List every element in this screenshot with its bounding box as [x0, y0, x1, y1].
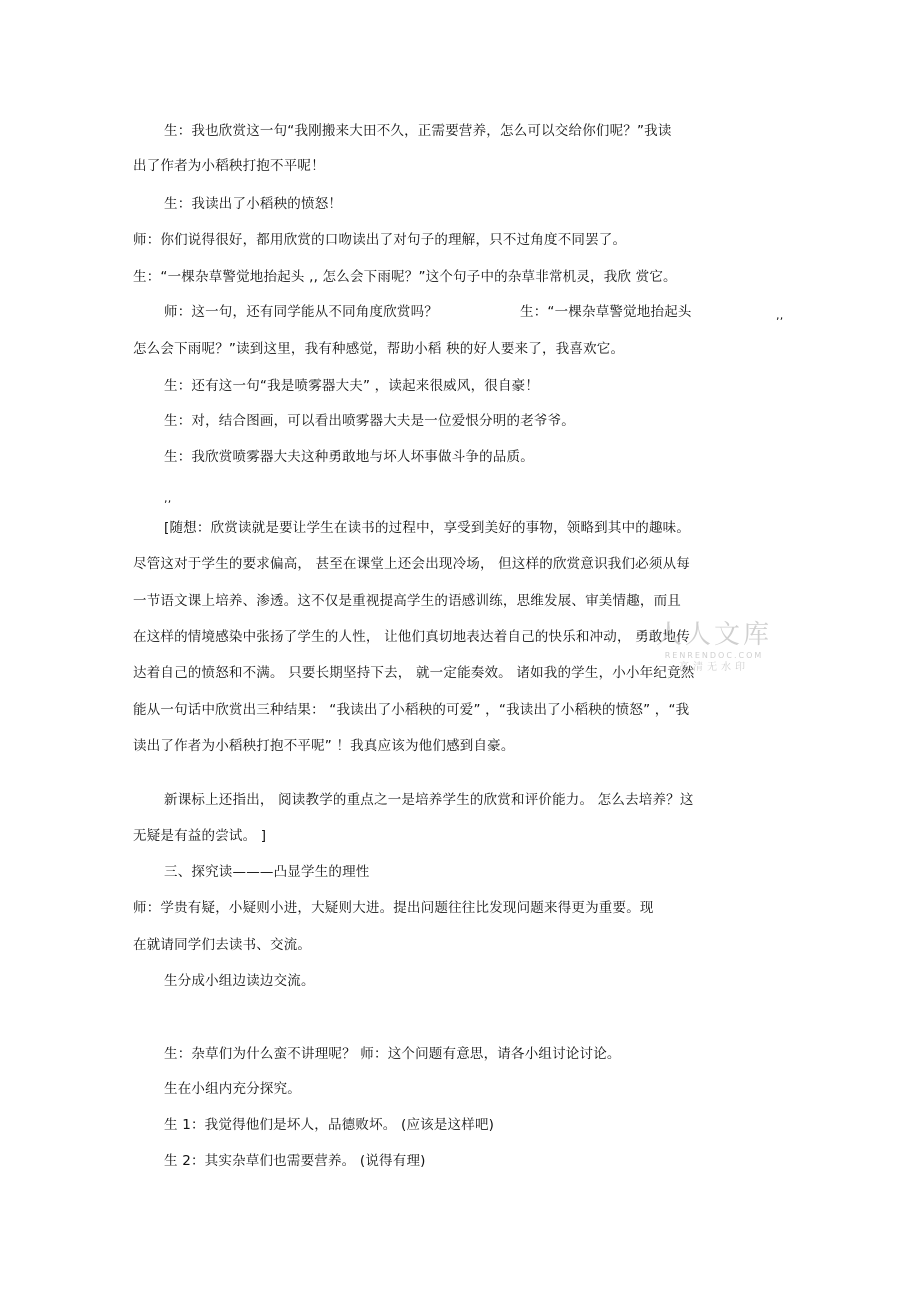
text-line: 怎么会下雨呢？”读到这里，我有种感觉，帮助小稻 秧的好人要来了，我喜欢它。: [133, 341, 625, 357]
text-line: 生：杂草们为什么蛮不讲理呢？ 师：这个问题有意思，请各小组讨论讨论。: [164, 1046, 621, 1062]
text-line: 生分成小组边读边交流。: [164, 973, 315, 989]
watermark-tagline: 高清无水印: [678, 662, 749, 673]
text-line: 师：你们说得很好，都用欣赏的口吻读出了对句子的理解，只不过角度不同罢了。: [133, 232, 627, 248]
text-line: 生：我欣赏喷雾器大夫这种勇敢地与坏人坏事做斗争的品质。: [164, 449, 534, 465]
text-line: 出了作者为小稻秧打抱不平呢！: [133, 158, 325, 174]
text-line: 达着自己的愤怒和不满。 只要长期坚持下去， 就一定能奏效。 诸如我的学生，小小年纪竟然: [133, 665, 695, 681]
text-line: 生：我读出了小稻秧的愤怒！: [164, 196, 343, 212]
watermark-site: RENRENDOC.COM: [664, 651, 764, 660]
text-line: 生 1：我觉得他们是坏人，品德败坏。 (应该是这样吧): [164, 1117, 495, 1133]
text-line: 能从一句话中欣赏出三种结果： “我读出了小稻秧的可爱” ，“我读出了小稻秧的愤怒” ，“我: [133, 702, 690, 718]
text-line: 生在小组内充分探究。: [164, 1081, 301, 1097]
text-line: 生：“一棵杂草警觉地抬起头: [520, 304, 692, 320]
watermark-title: 人人文库: [655, 620, 772, 650]
text-line: 生：还有这一句“我是喷雾器大夫” ，读起来很威风，很自豪！: [164, 378, 540, 394]
text-line: 读出了作者为小稻秧打抱不平呢” ！我真应该为他们感到自豪。: [133, 738, 515, 754]
text-line: 在就请同学们去读书、交流。: [133, 937, 312, 953]
text-line: 生：“一棵杂草警觉地抬起头 ,, 怎么会下雨呢？”这个句子中的杂草非常机灵，我欣 赏它。: [133, 269, 677, 285]
ellipsis-mark: ,,: [164, 492, 172, 505]
text-line: 一节语文课上培养、渗透。这不仅是重视提高学生的语感训练，思维发展、审美情趣，而且: [133, 593, 681, 609]
text-line: 生 2：其实杂草们也需要营养。 (说得有理): [164, 1153, 426, 1169]
text-line: 在这样的情境感染中张扬了学生的人性， 让他们真切地表达着自己的快乐和冲动， 勇敢地传: [133, 629, 690, 645]
text-line: 尽管这对于学生的要求偏高， 甚至在课堂上还会出现冷场， 但这样的欣赏意识我们必须从每: [133, 556, 690, 572]
ellipsis-mark: ,,: [776, 309, 784, 322]
text-line: 生：对，结合图画，可以看出喷雾器大夫是一位爱恨分明的老爷爷。: [164, 413, 575, 429]
text-line: 师：学贵有疑，小疑则小进，大疑则大进。提出问题往往比发现问题来得更为重要。现: [133, 900, 654, 916]
text-line: 师：这一句，还有同学能从不同角度欣赏吗？: [164, 304, 438, 320]
text-line: [随想：欣赏读就是要让学生在读书的过程中，享受到美好的事物，领略到其中的趣味。: [164, 520, 691, 536]
section-heading: 三、探究读———凸显学生的理性: [164, 864, 370, 880]
text-line: 生：我也欣赏这一句“我刚搬来大田不久，正需要营养，怎么可以交给你们呢？”我读: [164, 123, 672, 139]
text-line: 新课标上还指出， 阅读教学的重点之一是培养学生的欣赏和评价能力。 怎么去培养？这: [164, 792, 694, 808]
text-line: 无疑是有益的尝试。 ]: [133, 828, 267, 844]
